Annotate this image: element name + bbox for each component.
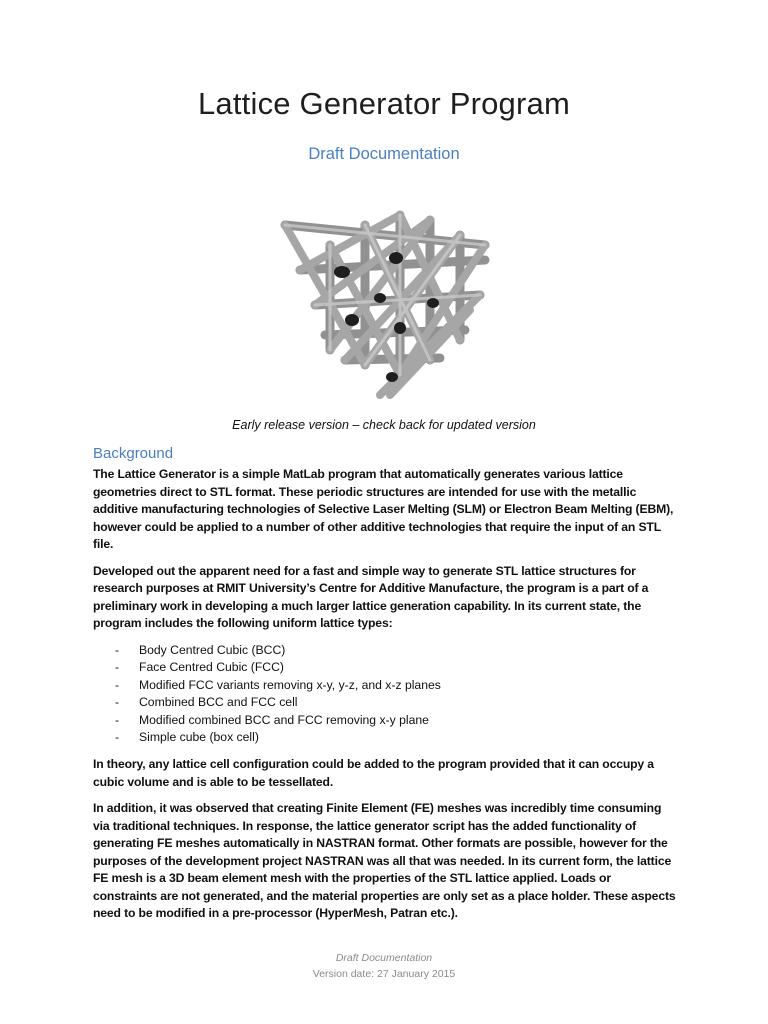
document-body [93,444,678,932]
list-item [93,729,678,747]
list-item [93,642,678,660]
document-subtitle: Draft Documentation [308,145,460,163]
list-item-text: Modified FCC variants removing x-y, y-z, and x-z planes [139,677,441,692]
list-item-text: Modified combined BCC and FCC removing x-y plane [139,712,429,727]
paragraph: Developed out the apparent need for a fast and simple way to generate STL lattice structures for research purposes at RMIT University’s Centre for Additive Manufacture, the program is a part of a preliminary work in developing a much larger lattice generation capability. In its current state, the program includes the following uniform lattice types: [93,563,649,630]
page-footer [0,950,768,982]
list-bullet: - [115,677,120,692]
list-item [93,659,678,677]
lattice-types-list [93,642,678,748]
paragraph: In addition, it was observed that creating Finite Element (FE) meshes was incredibly time consuming via traditional techniques. In response, the lattice generator script has the added functionality of generating FE meshes automatically in NASTRAN format. Other formats are possible, however for the purposes of the development project NASTRAN was all that was needed. In its current form, the lattice FE mesh is a 3D beam element mesh with the properties of the STL lattice applied. Loads or constraints are not generated, and the material properties are only set as a place holder. These aspects need to be modified in a pre-processor (HyperMesh, Patran etc.). [93,801,676,921]
list-item [93,677,678,695]
lattice-structure-render [270,200,500,405]
list-item-text: Face Centred Cubic (FCC) [139,660,284,675]
figure-caption: Early release version – check back for updated version [232,418,536,432]
list-item-text: Body Centred Cubic (BCC) [139,642,286,657]
list-bullet: - [115,695,120,710]
paragraph: The Lattice Generator is a simple MatLab program that automatically generates various lattice geometries direct to STL format. These periodic structures are intended for use with the metallic additive manufacturing technologies of Selective Laser Melting (SLM) or Electron Beam Melting (EBM), however could be applied to a number of other additive technologies that require the input of an STL file. [93,467,674,551]
list-item-text: Combined BCC and FCC cell [139,695,298,710]
list-bullet: - [115,660,120,675]
list-bullet: - [115,642,120,657]
list-item-text: Simple cube (box cell) [139,730,259,745]
footer-doc-label: Draft Documentation [335,952,433,964]
paragraph: In theory, any lattice cell configuration could be added to the program provided that it can occupy a cubic volume and is able to be tessellated. [93,757,654,789]
list-bullet: - [115,712,120,727]
list-item [93,712,678,730]
document-title: Lattice Generator Program [197,86,570,121]
list-bullet: - [115,730,120,745]
list-item [93,694,678,712]
footer-version-date: Version date: 27 January 2015 [312,968,456,980]
section-heading-background: Background [93,445,174,462]
